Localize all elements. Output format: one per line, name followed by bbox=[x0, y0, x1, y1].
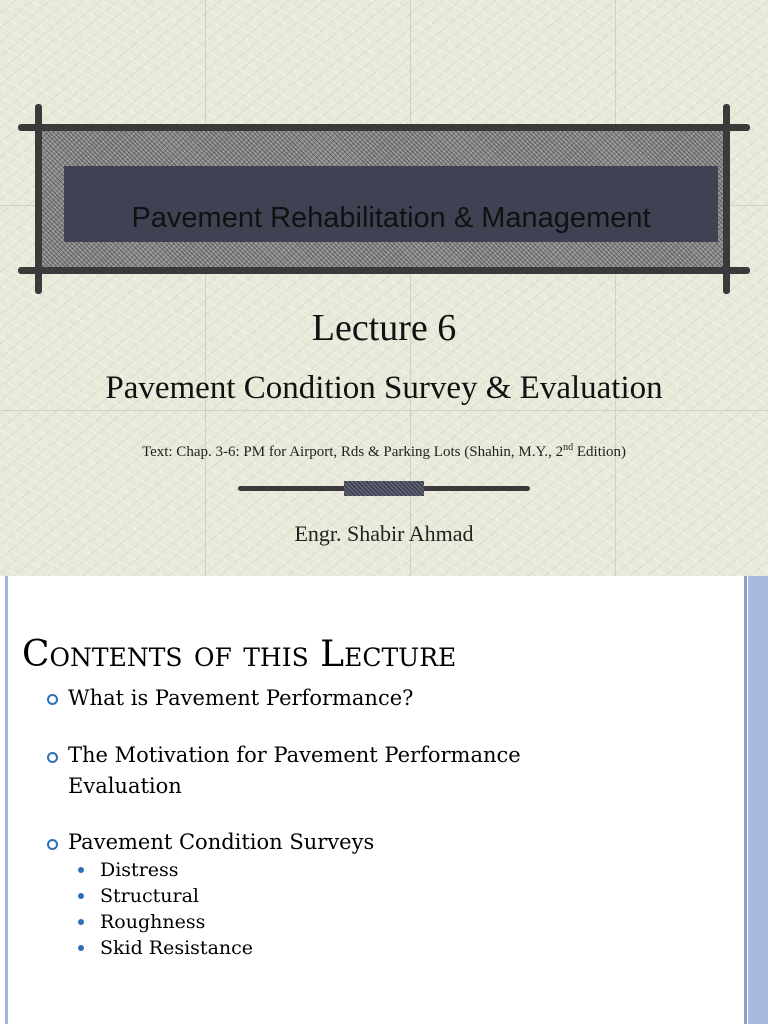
frame-bar-bottom bbox=[18, 267, 750, 274]
divider-ornament bbox=[344, 481, 424, 496]
ring-bullet-icon bbox=[47, 752, 58, 763]
slide-right-border-band bbox=[748, 576, 768, 1024]
sub-list-item: Structural bbox=[100, 885, 199, 907]
background-tile-line bbox=[615, 0, 616, 576]
lecture-subtitle: Pavement Condition Survey & Evaluation bbox=[105, 370, 663, 406]
sub-list-item: Skid Resistance bbox=[100, 937, 254, 959]
sub-list-item: Distress bbox=[100, 859, 179, 881]
slide-right-border-line bbox=[744, 576, 747, 1024]
list-item: What is Pavement Performance? bbox=[68, 686, 414, 710]
background-tile-line bbox=[205, 0, 206, 576]
background-tile-line bbox=[0, 410, 768, 411]
text-reference-superscript: nd bbox=[563, 442, 574, 453]
text-reference-suffix: Edition) bbox=[573, 444, 627, 460]
dot-bullet-icon bbox=[78, 893, 84, 899]
text-reference bbox=[0, 442, 768, 461]
ring-bullet-icon bbox=[47, 694, 58, 705]
frame-bar-left bbox=[35, 104, 42, 294]
author-name: Engr. Shabir Ahmad bbox=[294, 521, 474, 546]
list-item: The Motivation for Pavement Performance bbox=[68, 743, 521, 767]
slide-left-border bbox=[5, 576, 8, 1024]
sub-list-item: Roughness bbox=[100, 911, 206, 933]
dot-bullet-icon bbox=[78, 867, 84, 873]
frame-bar-right bbox=[723, 104, 730, 294]
list-item-continuation: Evaluation bbox=[68, 774, 182, 798]
frame-bar-top bbox=[18, 124, 750, 131]
course-title: Pavement Rehabilitation & Management bbox=[131, 202, 651, 234]
lecture-number: Lecture 6 bbox=[311, 307, 457, 349]
dot-bullet-icon bbox=[78, 919, 84, 925]
contents-slide bbox=[0, 576, 768, 1024]
text-reference-prefix: Text: Chap. 3-6: PM for Airport, Rds & Parking Lots (Shahin, M.Y., 2 bbox=[141, 444, 564, 460]
ring-bullet-icon bbox=[47, 839, 58, 850]
list-item: Pavement Condition Surveys bbox=[68, 830, 375, 854]
dot-bullet-icon bbox=[78, 945, 84, 951]
contents-heading: Contents of this Lecture bbox=[22, 634, 457, 675]
